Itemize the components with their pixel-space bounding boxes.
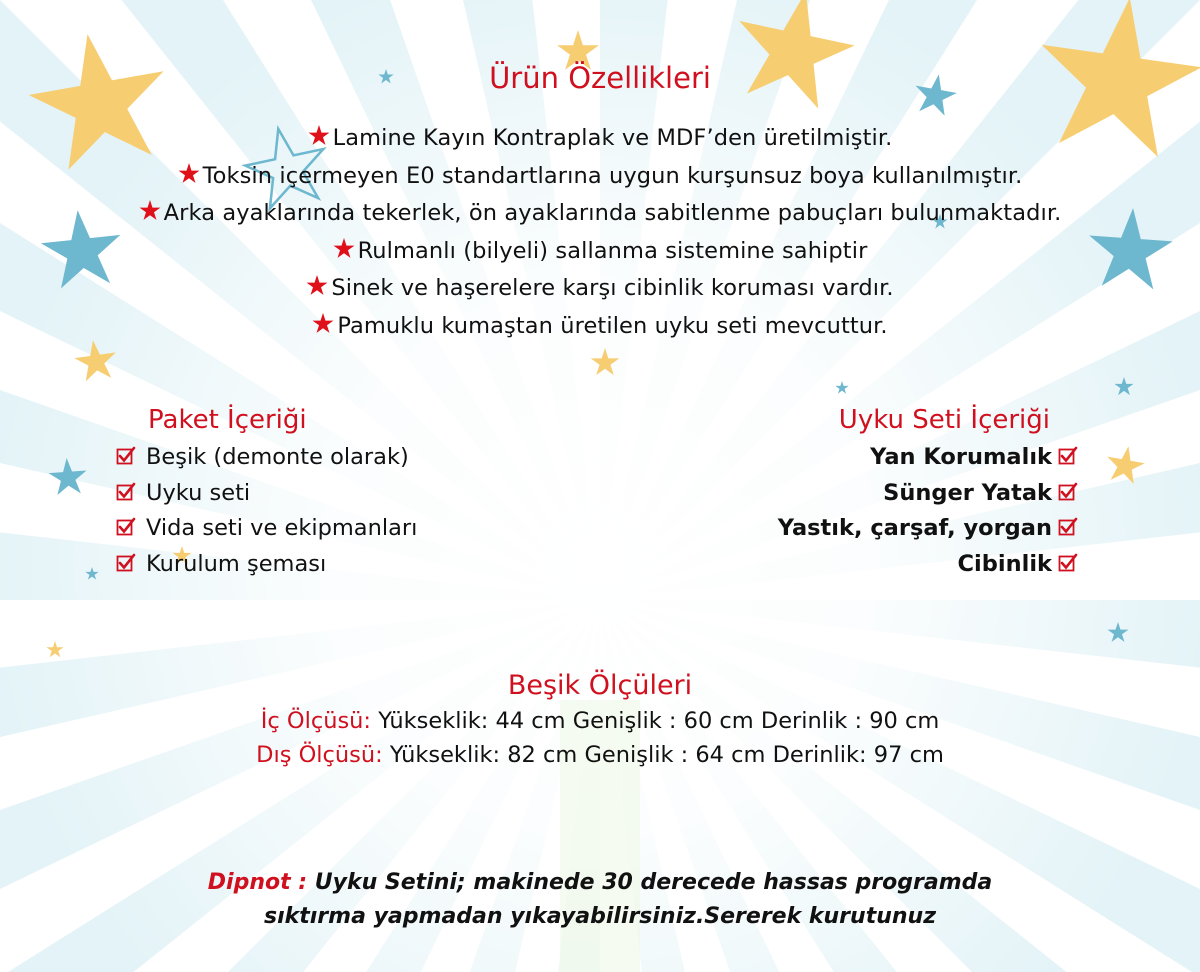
outer-dimensions xyxy=(0,738,1200,772)
red-star-icon xyxy=(178,163,200,185)
dimensions-title: Beşik Ölçüleri xyxy=(507,670,693,701)
checkbox-checked-icon xyxy=(1058,553,1078,573)
package-contents-title: Paket İçeriği xyxy=(148,405,307,435)
checkbox-checked-icon xyxy=(116,446,136,466)
crib-dimensions xyxy=(0,668,1200,772)
footnote xyxy=(0,866,1200,934)
checkbox-checked-icon xyxy=(116,553,136,573)
checkbox-checked-icon xyxy=(116,482,136,502)
feature-item: Rulmanlı (bilyeli) sallanma sistemine sahiptir xyxy=(0,233,1200,271)
feature-item: Arka ayaklarında tekerlek, ön ayaklarında sabitlenme pabuçları bulunmaktadır. xyxy=(0,195,1200,233)
product-features-title: Ürün Özellikleri xyxy=(489,61,711,95)
sleep-set-item: Yan Korumalık xyxy=(658,440,1078,476)
outer-dimensions-value: Yükseklik: 82 cm Genişlik : 64 cm Derinlik: 97 cm xyxy=(389,742,944,768)
footnote-label: Dipnot : xyxy=(207,870,308,895)
footnote-line-2: sıktırma yapmadan yıkayabilirsiniz.Sererek kurutunuz xyxy=(263,904,937,929)
inner-dimensions xyxy=(0,704,1200,738)
red-star-icon xyxy=(333,238,355,260)
feature-item: Toksin içermeyen E0 standartlarına uygun kurşunsuz boya kullanılmıştır. xyxy=(0,158,1200,196)
footnote-line-1: Uyku Setini; makinede 30 derecede hassas programda xyxy=(314,870,993,895)
sleep-set-contents xyxy=(658,400,1078,582)
inner-dimensions-label: İç Ölçüsü: xyxy=(260,708,372,734)
sleep-set-item: Sünger Yatak xyxy=(658,476,1078,512)
features-list xyxy=(0,120,1200,345)
red-star-icon xyxy=(312,313,334,335)
sleep-set-title: Uyku Seti İçeriği xyxy=(838,405,1050,435)
package-item: Kurulum şeması xyxy=(116,547,536,583)
package-contents xyxy=(116,400,536,582)
feature-item: Lamine Kayın Kontraplak ve MDF’den üretilmiştir. xyxy=(0,120,1200,158)
feature-item: Sinek ve haşerelere karşı cibinlik koruması vardır. xyxy=(0,270,1200,308)
inner-dimensions-value: Yükseklik: 44 cm Genişlik : 60 cm Derinlik : 90 cm xyxy=(378,708,940,734)
feature-item: Pamuklu kumaştan üretilen uyku seti mevcuttur. xyxy=(0,308,1200,346)
package-item: Vida seti ve ekipmanları xyxy=(116,511,536,547)
checkbox-checked-icon xyxy=(1058,446,1078,466)
outer-dimensions-label: Dış Ölçüsü: xyxy=(256,742,383,768)
sleep-set-item: Cibinlik xyxy=(658,547,1078,583)
sleep-set-item: Yastık, çarşaf, yorgan xyxy=(658,511,1078,547)
red-star-icon xyxy=(139,200,161,222)
package-item: Uyku seti xyxy=(116,476,536,512)
checkbox-checked-icon xyxy=(1058,482,1078,502)
red-star-icon xyxy=(306,275,328,297)
checkbox-checked-icon xyxy=(116,517,136,537)
red-star-icon xyxy=(308,125,330,147)
checkbox-checked-icon xyxy=(1058,517,1078,537)
package-item: Beşik (demonte olarak) xyxy=(116,440,536,476)
